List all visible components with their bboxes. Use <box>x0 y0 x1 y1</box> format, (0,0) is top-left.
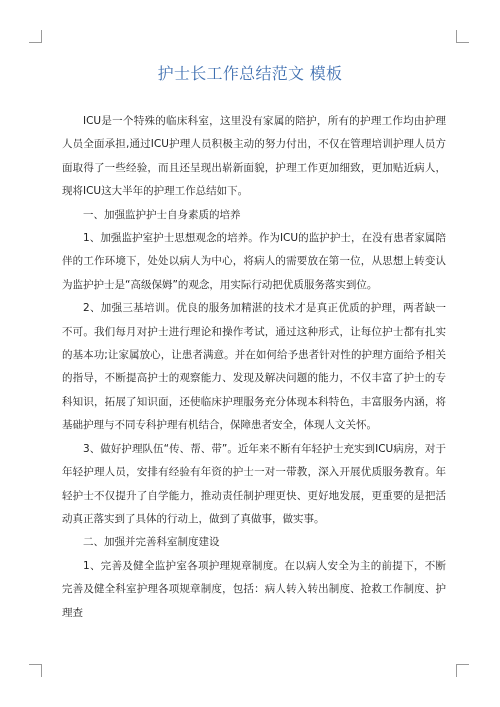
section-heading-2: 二、加强并完善科室制度建设 <box>83 536 220 549</box>
paragraph-1-3: 3、做好护理队伍“传、帮、带”。近年来不断有年轻护士充实到ICU病房，对于年轻护理人员，安排有经验有年资的护士一对一带教，深入开展优质服务教育。年轻护士不仅提升了自学能力，推动责任制护理更快、更好地发展，更重要的是把活动真正落实到了具体的行动上，做到了真做事，做实事。 <box>62 442 446 525</box>
paragraph-1-1: 1、加强监护室护士思想观念的培养。作为ICU的监护护士，在没有患者家属陪伴的工作环境下，处处以病人为中心，将病人的需要放在第一位，从思想上转变认为监护护士是“高级保姆”的观念，用实际行动把优质服务落实到位。 <box>62 232 446 291</box>
intro-paragraph: ICU是一个特殊的临床科室，这里没有家属的陪护，所有的护理工作均由护理人员全面承担,通过ICU护理人员积极主动的努力付出，不仅在管理培训护理人员方面取得了一些经验，而且还呈现出崭新面貌，护理工作更加细致，更加贴近病人，现将ICU这大半年的护理工作总结如下。 <box>62 115 446 198</box>
paragraph-1-2: 2、加强三基培训。优良的服务加精湛的技术才是真正优质的护理，两者缺一不可。我们每月对护士进行理论和操作考试，通过这种形式，让每位护士都有扎实的基本功;让家属放心，让患者满意。并在如何给予患者针对性的护理方面给予相关的指导，不断提高护士的观察能力、发现及解决问题的能力，不仅丰富了护士的专科知识，拓展了知识面，还使临床护理服务充分体现本科特色，丰富服务内涵，将基础护理与不同专科护理有机结合，保障患者安全，体现人文关怀。 <box>62 302 446 432</box>
document-body <box>62 110 446 625</box>
paragraph-2-1: 1、完善及健全监护室各项护理规章制度。在以病人安全为主的前提下，不断完善及健全科室护理各项规章制度，包括：病人转入转出制度、抢救工作制度、护理查 <box>62 559 446 619</box>
section-heading-1: 一、加强监护护士自身素质的培养 <box>83 208 241 221</box>
document-title: 护士长工作总结范文 模板 <box>157 64 343 83</box>
